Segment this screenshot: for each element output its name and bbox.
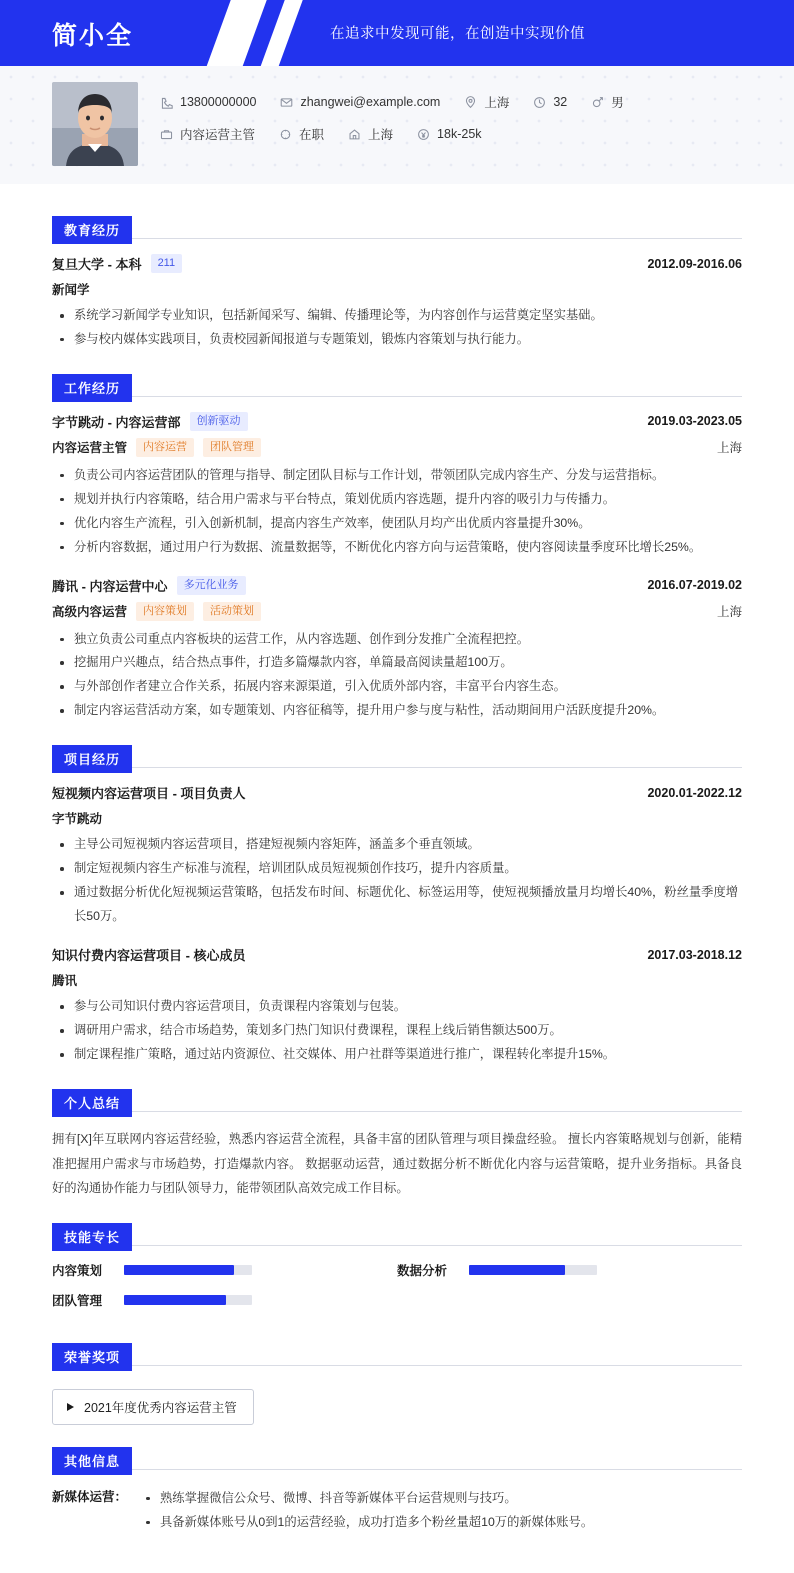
- honor-label: 2021年度优秀内容运营主管: [84, 1400, 237, 1415]
- section-summary: [52, 1089, 742, 1201]
- section-title-education: 教育经历: [52, 216, 132, 244]
- work-entry-headline: [52, 412, 742, 431]
- list-item: 制定短视频内容生产标准与流程，培训团队成员短视频创作技巧，提升内容质量。: [52, 857, 742, 881]
- section-header-honors: [52, 1343, 742, 1369]
- list-item: 通过数据分析优化短视频运营策略，包括发布时间、标题优化、标签运用等，使短视频播放量月均增长40%，粉丝量季度增长50万。: [52, 881, 742, 929]
- basic-info-row-1: [160, 93, 742, 111]
- list-item: 分析内容数据，通过用户行为数据、流量数据等，不断优化内容方向与运营策略，使内容阅读量季度环比增长25%。: [52, 536, 742, 560]
- salary-icon: [417, 128, 430, 141]
- skill-name: 团队管理: [52, 1293, 103, 1308]
- education-entry: [52, 254, 742, 352]
- education-tag: 211: [151, 254, 183, 273]
- skill-bar-fill: [469, 1265, 565, 1275]
- project-name: 短视频内容运营项目 - 项目负责人: [52, 786, 246, 802]
- skill-bar-fill: [124, 1295, 226, 1305]
- section-work: [52, 374, 742, 723]
- list-item: 系统学习新闻学专业知识，包括新闻采写、编辑、传播理论等，为内容创作与运营奠定坚实基础。: [52, 304, 742, 328]
- project-org: 腾讯: [52, 974, 78, 989]
- header-slash-decor-1: [202, 0, 271, 66]
- work-role-group: [52, 602, 261, 621]
- basic-info-fields: [160, 82, 742, 184]
- info-email: [280, 95, 440, 109]
- section-title-work: 工作经历: [52, 374, 132, 402]
- work-role-tag: 团队管理: [203, 438, 261, 457]
- section-rule: [52, 767, 742, 768]
- project-entry-headline: [52, 783, 742, 802]
- list-item: 负责公司内容运营团队的管理与指导、制定团队目标与工作计划，带领团队完成内容生产、分发与运营指标。: [52, 464, 742, 488]
- work-company: 字节跳动 - 内容运营部: [52, 414, 181, 430]
- info-salary-value: 18k-25k: [437, 127, 482, 141]
- info-phone: [160, 95, 256, 109]
- section-title-project: 项目经历: [52, 745, 132, 773]
- info-position-value: 内容运营主管: [180, 128, 256, 142]
- list-item: 调研用户需求，结合市场趋势，策划多门热门知识付费课程，课程上线后销售额达500万。: [52, 1019, 742, 1043]
- section-header-education: [52, 216, 742, 242]
- list-item: 挖掘用户兴趣点，结合热点事件，打造多篇爆款内容，单篇最高阅读量超100万。: [52, 651, 742, 675]
- section-header-skills: [52, 1223, 742, 1249]
- list-item: 规划并执行内容策略，结合用户需求与平台特点，策划优质内容选题，提升内容的吸引力与传播力。: [52, 488, 742, 512]
- list-item: 制定内容运营活动方案，如专题策划、内容征稿等，提升用户参与度与粘性，活动期间用户活跃度提升20%。: [52, 699, 742, 723]
- project-date: 2020.01-2022.12: [647, 785, 742, 800]
- education-school-group: [52, 254, 182, 273]
- triangle-right-icon: [67, 1403, 74, 1411]
- clock-icon: [533, 96, 546, 109]
- section-title-summary: 个人总结: [52, 1089, 132, 1117]
- location-icon: [464, 96, 477, 109]
- info-age-value: 32: [553, 95, 568, 109]
- work-date: 2016.07-2019.02: [647, 578, 742, 593]
- list-item: 具备新媒体账号从0到1的运营经验，成功打造多个粉丝量超10万的新媒体账号。: [138, 1511, 742, 1535]
- skill-name: 内容策划: [52, 1263, 103, 1278]
- section-other: [52, 1447, 742, 1535]
- work-role: 高级内容运营: [52, 605, 128, 620]
- work-role-line: [52, 438, 742, 457]
- work-company-tag: 创新驱动: [190, 412, 248, 431]
- other-content: [138, 1485, 742, 1535]
- work-bullets: [52, 464, 742, 560]
- skill-bar: [124, 1295, 252, 1305]
- work-city: 上海: [716, 605, 742, 620]
- project-name: 知识付费内容运营项目 - 核心成员: [52, 948, 246, 964]
- project-bullets: [52, 833, 742, 929]
- project-bullets: [52, 995, 742, 1067]
- work-entry: [52, 412, 742, 560]
- info-status-value: 在职: [299, 128, 325, 142]
- list-item: 参与校内媒体实践项目，负责校园新闻报道与专题策划，锻炼内容策划与执行能力。: [52, 328, 742, 352]
- info-location: [348, 125, 393, 143]
- basic-info-band: [0, 66, 794, 184]
- section-rule: [52, 1365, 742, 1366]
- education-school: 复旦大学 - 本科: [52, 257, 142, 272]
- info-city: [464, 93, 509, 111]
- resume-header: [0, 0, 794, 66]
- section-project: [52, 745, 742, 1067]
- skill-item: [397, 1261, 742, 1279]
- list-item: 独立负责公司重点内容板块的运营工作，从内容选题、创作到分发推广全流程把控。: [52, 628, 742, 652]
- section-header-summary: [52, 1089, 742, 1115]
- list-item: 主导公司短视频内容运营项目，搭建短视频内容矩阵，涵盖多个垂直领域。: [52, 833, 742, 857]
- project-date: 2017.03-2018.12: [647, 947, 742, 962]
- info-gender: [591, 93, 624, 111]
- section-title-skills: 技能专长: [52, 1223, 132, 1251]
- section-rule: [52, 1111, 742, 1112]
- education-bullets: [52, 304, 742, 352]
- section-rule: [52, 238, 742, 239]
- header-slash-decor-2: [256, 0, 307, 66]
- skill-bar: [124, 1265, 252, 1275]
- gender-icon: [591, 96, 604, 109]
- work-entry-headline: [52, 576, 742, 595]
- work-date: 2019.03-2023.05: [647, 414, 742, 429]
- info-location-value: 上海: [368, 128, 394, 142]
- project-entry: [52, 783, 742, 929]
- home-icon: [348, 128, 361, 141]
- email-icon: [280, 96, 293, 109]
- section-header-project: [52, 745, 742, 771]
- skill-bar: [469, 1265, 597, 1275]
- work-company-group: [52, 412, 248, 431]
- basic-info-row-2: [160, 125, 742, 143]
- summary-text: 拥有[X]年互联网内容运营经验，熟悉内容运营全流程，具备丰富的团队管理与项目操盘经验。 擅长内容策略规划与创新，能精准把握用户需求与市场趋势，打造爆款内容。 数据驱动运营，通过数据分析不断优化内容与运营策略，提升业务指标。具备良好的沟通协作能力与团队领导力，能带领团队高效完成工作目标。: [52, 1132, 742, 1196]
- info-email-value: zhangwei@example.com: [300, 95, 441, 109]
- work-role-tag: 内容运营: [136, 438, 194, 457]
- education-entry-headline: [52, 254, 742, 273]
- work-role-line: [52, 602, 742, 621]
- briefcase-icon: [160, 128, 173, 141]
- work-role-group: [52, 438, 261, 457]
- section-header-other: [52, 1447, 742, 1473]
- info-status: [279, 125, 324, 143]
- resume-body: [0, 184, 794, 1565]
- education-date: 2012.09-2016.06: [647, 256, 742, 271]
- info-gender-value: 男: [611, 96, 624, 110]
- list-item: 熟练掌握微信公众号、微博、抖音等新媒体平台运营规则与技巧。: [138, 1487, 742, 1511]
- work-company: 腾讯 - 内容运营中心: [52, 578, 168, 594]
- work-company-tag: 多元化业务: [177, 576, 246, 595]
- phone-icon: [160, 96, 173, 109]
- work-company-group: [52, 576, 246, 595]
- header-slogan: 在追求中发现可能，在创造中实现价值: [330, 26, 585, 42]
- list-item: 优化内容生产流程，引入创新机制，提高内容生产效率，使团队月均产出优质内容量提升30%。: [52, 512, 742, 536]
- info-city-value: 上海: [484, 96, 510, 110]
- section-education: [52, 216, 742, 352]
- avatar-illustration: [52, 82, 138, 166]
- other-bullets: [138, 1487, 742, 1535]
- section-header-work: [52, 374, 742, 400]
- work-role: 内容运营主管: [52, 441, 128, 456]
- skill-item: [52, 1291, 397, 1309]
- project-entry-headline: [52, 945, 742, 964]
- info-phone-value: 13800000000: [180, 95, 257, 109]
- section-rule: [52, 396, 742, 397]
- info-position: [160, 125, 255, 143]
- candidate-name: 简小全: [52, 22, 134, 50]
- work-entry: [52, 576, 742, 724]
- other-label: 新媒体运营：: [52, 1489, 128, 1504]
- section-rule: [52, 1469, 742, 1470]
- info-salary: [417, 127, 481, 141]
- project-entry: [52, 945, 742, 1067]
- section-title-other: 其他信息: [52, 1447, 132, 1475]
- section-title-honors: 荣誉奖项: [52, 1343, 132, 1371]
- list-item: 参与公司知识付费内容运营项目，负责课程内容策划与包装。: [52, 995, 742, 1019]
- info-age: [533, 95, 567, 109]
- work-role-tag: 活动策划: [203, 602, 261, 621]
- work-city: 上海: [716, 441, 742, 456]
- avatar: [52, 82, 138, 166]
- work-role-tag: 内容策划: [136, 602, 194, 621]
- honor-item[interactable]: [52, 1389, 254, 1425]
- education-major: 新闻学: [52, 283, 90, 297]
- work-bullets: [52, 628, 742, 724]
- skill-list: [52, 1261, 742, 1321]
- skill-bar-fill: [124, 1265, 234, 1275]
- section-honors: [52, 1343, 742, 1425]
- project-org: 字节跳动: [52, 812, 103, 827]
- status-icon: [279, 128, 292, 141]
- skill-name: 数据分析: [397, 1263, 448, 1278]
- section-rule: [52, 1245, 742, 1246]
- list-item: 制定课程推广策略，通过站内资源位、社交媒体、用户社群等渠道进行推广，课程转化率提升15%。: [52, 1043, 742, 1067]
- list-item: 与外部创作者建立合作关系，拓展内容来源渠道，引入优质外部内容，丰富平台内容生态。: [52, 675, 742, 699]
- skill-item: [52, 1261, 397, 1279]
- other-row: [52, 1485, 742, 1535]
- section-skills: [52, 1223, 742, 1321]
